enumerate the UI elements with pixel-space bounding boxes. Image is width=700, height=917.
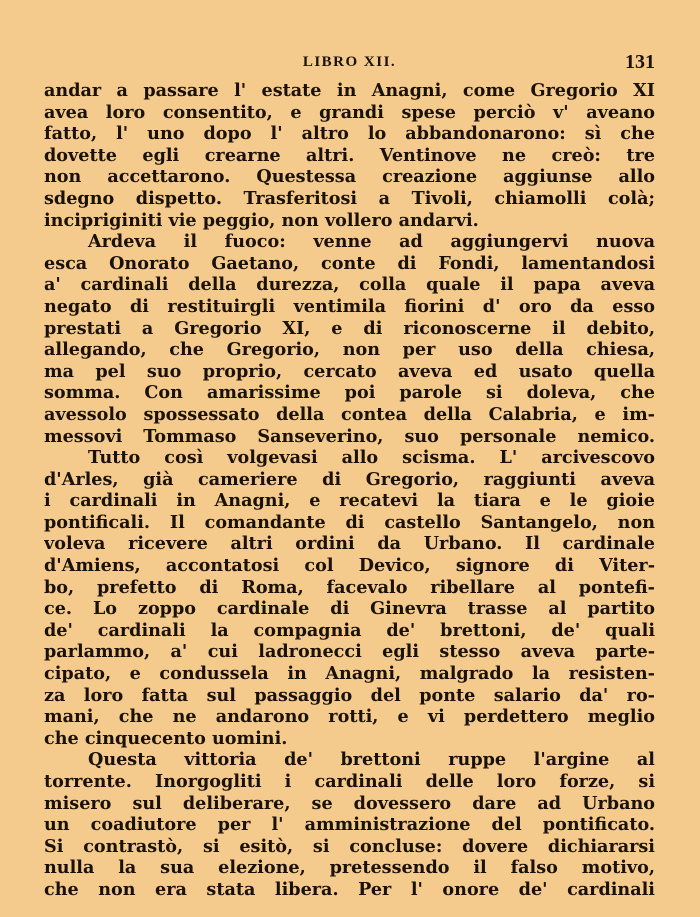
text-line: i cardinali in Anagni, e recatevi la tiara e le gioie [44,490,655,512]
chapter-title: LIBRO XII. [302,54,397,70]
text-line: d'Arles, già cameriere di Gregorio, raggiunti aveva [44,468,655,490]
text-line: misero sul deliberare, se dovessero dare ad Urbano [44,792,655,814]
text-line: andar a passare l' estate in Anagni, come Gregorio XI [44,80,655,101]
text-line: Si contrastò, si esitò, si concluse: dovere dichiararsi [44,835,655,857]
paragraph-start-line: Ardeva il fuoco: venne ad aggiungervi nuova [88,231,655,253]
text-line: incipriginiti vie peggio, non vollero andarvi. [44,209,479,231]
text-line: non accettarono. Questessa creazione aggiunse allo [44,166,655,188]
text-line: bo, prefetto di Roma, facevalo ribellare al pontefi- [44,576,655,598]
text-line: esca Onorato Gaetano, conte di Fondi, lamentandosi [44,252,655,274]
page-number: 131 [625,51,655,73]
text-line: torrente. Inorgogliti i cardinali delle loro forze, si [44,771,655,792]
text-line: fatto, l' uno dopo l' altro lo abbandonarono: sì che [44,123,655,145]
text-line: pontificali. Il comandante di castello Santangelo, non [44,511,655,533]
text-line: un coadiutore per l' amministrazione del pontificato. [44,814,655,836]
text-line: parlammo, a' cui ladronecci egli stesso aveva parte- [44,641,655,663]
text-line: che cinquecento uomini. [44,727,288,749]
text-line: dovette egli crearne altri. Ventinove ne creò: tre [44,144,655,166]
text-line: mani, che ne andarono rotti, e vi perdettero meglio [44,706,655,728]
text-line: messovi Tommaso Sanseverino, suo personale nemico. [44,425,655,447]
text-line: nulla la sua elezione, pretessendo il falso motivo, [44,857,655,879]
paragraph-start-line: Questa vittoria de' brettoni ruppe l'argine al [88,749,655,771]
text-line: avea loro consentito, e grandi spese perciò v' aveano [44,101,655,123]
text-line: allegando, che Gregorio, non per uso della chiesa, [44,339,655,361]
paragraph-start-line: Tutto così volgevasi allo scisma. L' arcivescovo [88,447,655,469]
text-line: de' cardinali la compagnia de' brettoni, de' quali [44,619,655,641]
text-line: avessolo spossessato della contea della Calabria, e im- [44,403,655,425]
text-line: cipato, e condussela in Anagni, malgrado la resisten- [44,663,655,685]
text-line: sdegno dispetto. Trasferitosi a Tivoli, chiamolli colà; [44,187,655,209]
text-line: che non era stata libera. Per l' onore de' cardinali [44,878,655,900]
text-line: somma. Con amarissime poi parole si doleva, che [44,382,655,404]
text-line: a' cardinali della durezza, colla quale il papa aveva [44,274,655,296]
running-head [44,50,655,74]
text-line: prestati a Gregorio XI, e di riconoscerne il debito, [44,317,655,339]
text-line: ce. Lo zoppo cardinale di Ginevra trasse al partito [44,598,655,620]
text-line: negato di restituirgli ventimila fiorini d' oro da esso [44,295,655,317]
text-line: za loro fatta sul passaggio del ponte salario da' ro- [44,684,655,706]
text-line: d'Amiens, accontatosi col Devico, signore di Viter- [44,555,655,577]
text-line: ma pel suo proprio, cercato aveva ed usato quella [44,360,655,382]
body-text [44,80,655,901]
text-line: voleva ricevere altri ordini da Urbano. Il cardinale [44,533,655,555]
